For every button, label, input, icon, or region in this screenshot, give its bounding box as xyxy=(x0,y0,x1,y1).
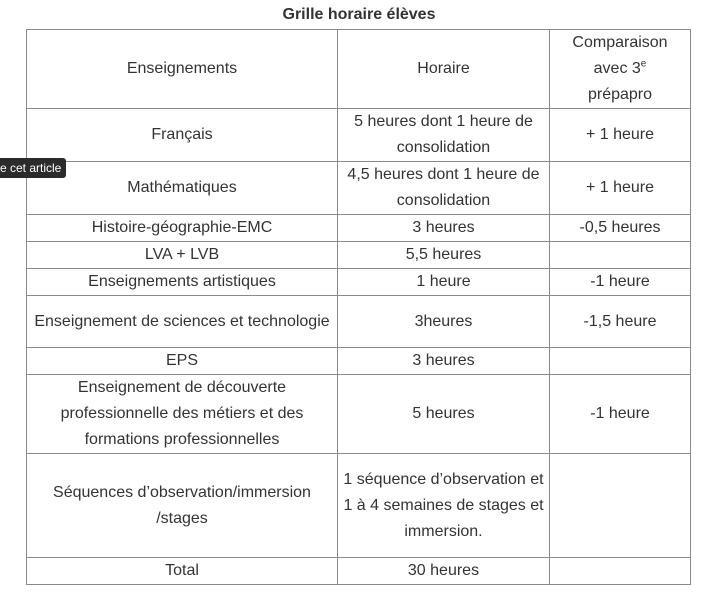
hours-cell: 4,5 heures dont 1 heure de consolidation xyxy=(338,162,550,215)
header-subject: Enseignements xyxy=(27,30,338,109)
subject-cell: Total xyxy=(27,558,338,585)
comparison-cell xyxy=(550,558,691,585)
comparison-cell: + 1 heure xyxy=(550,109,691,162)
hours-cell: 3 heures xyxy=(338,348,550,375)
table-header-row xyxy=(27,30,691,109)
hours-cell: 5,5 heures xyxy=(338,242,550,269)
subject-cell: Séquences d’observation/immersion /stages xyxy=(27,454,338,558)
table-row-total xyxy=(27,558,691,585)
table-row xyxy=(27,348,691,375)
header-comparison-sup: e xyxy=(640,58,647,70)
header-comparison xyxy=(550,30,691,109)
table-row xyxy=(27,109,691,162)
comparison-cell: + 1 heure xyxy=(550,162,691,215)
subject-cell: Mathématiques xyxy=(27,162,338,215)
comparison-cell xyxy=(550,348,691,375)
hours-cell: 3heures xyxy=(338,296,550,348)
header-comparison-line1: Comparaison xyxy=(572,34,668,51)
schedule-table xyxy=(26,29,691,585)
hours-cell: 5 heures xyxy=(338,375,550,454)
table-row xyxy=(27,215,691,242)
comparison-cell: -1 heure xyxy=(550,269,691,296)
hours-cell: 5 heures dont 1 heure de consolidation xyxy=(338,109,550,162)
header-comparison-line3: prépapro xyxy=(587,86,653,103)
table-caption: Grille horaire élèves xyxy=(282,6,436,23)
comparison-cell: -1,5 heure xyxy=(550,296,691,348)
hours-cell: 3 heures xyxy=(338,215,550,242)
table-row xyxy=(27,269,691,296)
hours-cell: 30 heures xyxy=(338,558,550,585)
subject-cell: Enseignement de sciences et technologie xyxy=(27,296,338,348)
subject-cell: Histoire-géographie-EMC xyxy=(27,215,338,242)
table-row xyxy=(27,454,691,558)
header-comparison-line2: avec 3 xyxy=(593,60,641,77)
subject-cell: EPS xyxy=(27,348,338,375)
hours-cell: 1 séquence d’observation et 1 à 4 semaines de stages et immersion. xyxy=(338,454,550,558)
subject-cell: Enseignement de découverte professionnelle des métiers et des formations professionnelles xyxy=(27,375,338,454)
comparison-cell xyxy=(550,242,691,269)
tooltip: e cet article xyxy=(0,158,66,178)
subject-cell: Français xyxy=(27,109,338,162)
table-row xyxy=(27,375,691,454)
comparison-cell: -0,5 heures xyxy=(550,215,691,242)
table-row xyxy=(27,162,691,215)
table-row xyxy=(27,242,691,269)
subject-cell: LVA + LVB xyxy=(27,242,338,269)
hours-cell: 1 heure xyxy=(338,269,550,296)
header-hours: Horaire xyxy=(338,30,550,109)
subject-cell: Enseignements artistiques xyxy=(27,269,338,296)
comparison-cell xyxy=(550,454,691,558)
table-row xyxy=(27,296,691,348)
comparison-cell: -1 heure xyxy=(550,375,691,454)
